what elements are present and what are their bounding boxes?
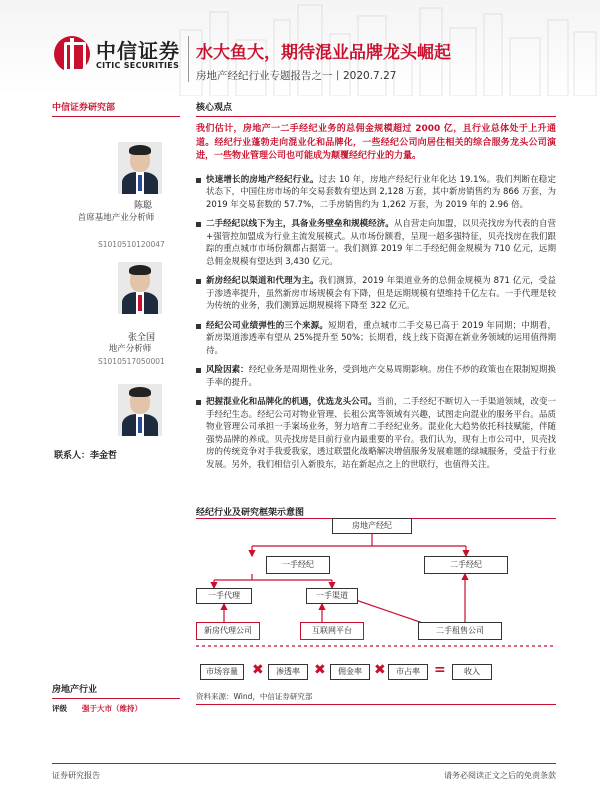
analyst-1-title: 首席基地产业分析师 xyxy=(77,213,155,223)
formula-market-size: 市场容量 xyxy=(200,664,244,680)
formula-market-share: 市占率 xyxy=(388,664,428,680)
report-subtitle: 房地产经纪行业专题报告之一丨2020.7.27 xyxy=(196,70,397,82)
bullet-item: 经纪公司业绩弹性的三个来源。短期看，重点城市二手交易已高于 2019 年同期；中期看，新房渠道渗透率有望从 25%提升至 50%；长期看，线上线下资源在新业务领域的运用值得期待。 xyxy=(196,320,556,358)
multiply-icon: ✖ xyxy=(252,662,264,678)
node-secondary-brokerage: 二手经纪 xyxy=(424,556,508,574)
report-title: 水大鱼大，期待混业品牌龙头崛起 xyxy=(196,43,451,63)
node-primary-agency: 一手代理 xyxy=(196,588,252,604)
rating-value: 强于大市（维持） xyxy=(82,704,142,713)
core-views-heading: 核心观点 xyxy=(196,100,556,117)
logo-cn-text: 中信证券 xyxy=(96,39,180,63)
bullet-item: 把握混业化和品牌化的机遇，优选龙头公司。当前，二手经纪不断切入一手渠道领域，改变一手经纪生态。经纪公司对物业管理、长租公寓等领域有兴趣，试图走向混业的服务平台。品质物业管理公司承担一手案场业务，努力培育二手经纪业务。混业化大趋势依托科技赋能，伴随强势品牌的养成。贝壳找房是目前行业内最重要的平台。我们认为，现有上市公司中，贝壳找房的传统竞争对手我爱我家，透过联盟化战略解决增值服务发展难题的绿城服务，受益于行业发展。另外，我们相信引入新股东，站在新起点之上的世联行，也值得关注。 xyxy=(196,396,556,471)
node-real-estate-brokerage: 房地产经纪 xyxy=(332,518,412,534)
analyst-2-name: 张全国 xyxy=(128,333,156,343)
multiply-icon: ✖ xyxy=(374,662,386,678)
node-primary-brokerage: 一手经纪 xyxy=(266,556,330,574)
multiply-icon: ✖ xyxy=(314,662,326,678)
figure-title: 经纪行业及研究框架示意图 xyxy=(196,508,305,518)
analyst-2-id: S1010517050001 xyxy=(98,357,165,366)
formula-commission-rate: 佣金率 xyxy=(330,664,370,680)
bullet-item: 风险因素：经纪业务是周期性业务，受到地产交易周期影响。房住不炒的政策也在限制短期换手率的提升。 xyxy=(196,364,556,389)
figure-source: 资料来源：Wind，中信证券研究部 xyxy=(196,692,313,701)
figure-bottom-rule xyxy=(196,704,556,705)
analyst-2-title: 地产分析师 xyxy=(108,344,152,354)
formula-revenue: 收入 xyxy=(452,664,492,680)
rating-label: 评级 xyxy=(52,704,67,713)
bullet-item: 新房经纪以渠道和代理为主。我们测算，2019 年渠道业务的总佣金规模为 871 亿元，受益于渗透率提升，虽然新房市场规模会有下降，但是远期规模有望维持千亿左右。一手代理是较为传统的业务，我们测算远期规模将下降至 322 亿元。 xyxy=(196,275,556,313)
node-internet-platform: 互联网平台 xyxy=(300,622,364,640)
lead-summary: 我们估计，房地产一二手经纪业务的总佣金规模超过 2000 亿，且行业总体处于上升通道。经纪行业蓬勃走向混业化和品牌化，一些经纪公司向居住相关的综合服务龙头公司演进，一些物业管理公司也可能成为颠覆经纪行业的力量。 xyxy=(196,124,556,161)
node-new-home-agency-company: 新房代理公司 xyxy=(196,622,260,640)
institute-label: 中信证券研究部 xyxy=(52,100,180,117)
footer-left: 证券研究报告 xyxy=(52,771,100,780)
contact-person: 联系人：李金哲 xyxy=(54,451,118,461)
node-primary-channel: 一手渠道 xyxy=(306,588,358,604)
equals-icon: = xyxy=(434,662,446,678)
industry-name: 房地产行业 xyxy=(52,682,180,699)
node-resale-rental-company: 二手租售公司 xyxy=(418,622,502,640)
footer-right: 请务必阅读正文之后的免责条款 xyxy=(444,771,556,780)
analyst-1-name: 陈聪 xyxy=(134,201,153,211)
bullet-item: 二手经纪以线下为主，具备业务壁垒和规模经济。从自营走向加盟，以贝壳找房为代表的自营+强管控加盟成为行业主流发展模式。从市场份额看，呈现一超多强特征，贝壳找房在我们跟踪的重点城市市场份额都占据第一。我们测算 2019 年二手经纪佣金规模为 710 亿元，远期总佣金规模有望达到 3,430 亿元。 xyxy=(196,218,556,268)
footer-rule xyxy=(52,763,556,764)
logo-en-text: CITIC SECURITIES xyxy=(96,61,180,70)
analyst-1-id: S1010510120047 xyxy=(98,240,165,249)
bullet-item: 快速增长的房地产经纪行业。过去 10 年，房地产经纪行业年化达 19.1%。我们判断在稳定状态下，中国住房市场的年交易套数有望达到 2,128 万套，其中新房销售约为 866 万套，为 2019 年交易套数的 57.7%，二手房销售约为 1,262 万套，为 2019 年的 2.96 倍。 xyxy=(196,174,556,212)
formula-penetration-rate: 渗透率 xyxy=(268,664,308,680)
